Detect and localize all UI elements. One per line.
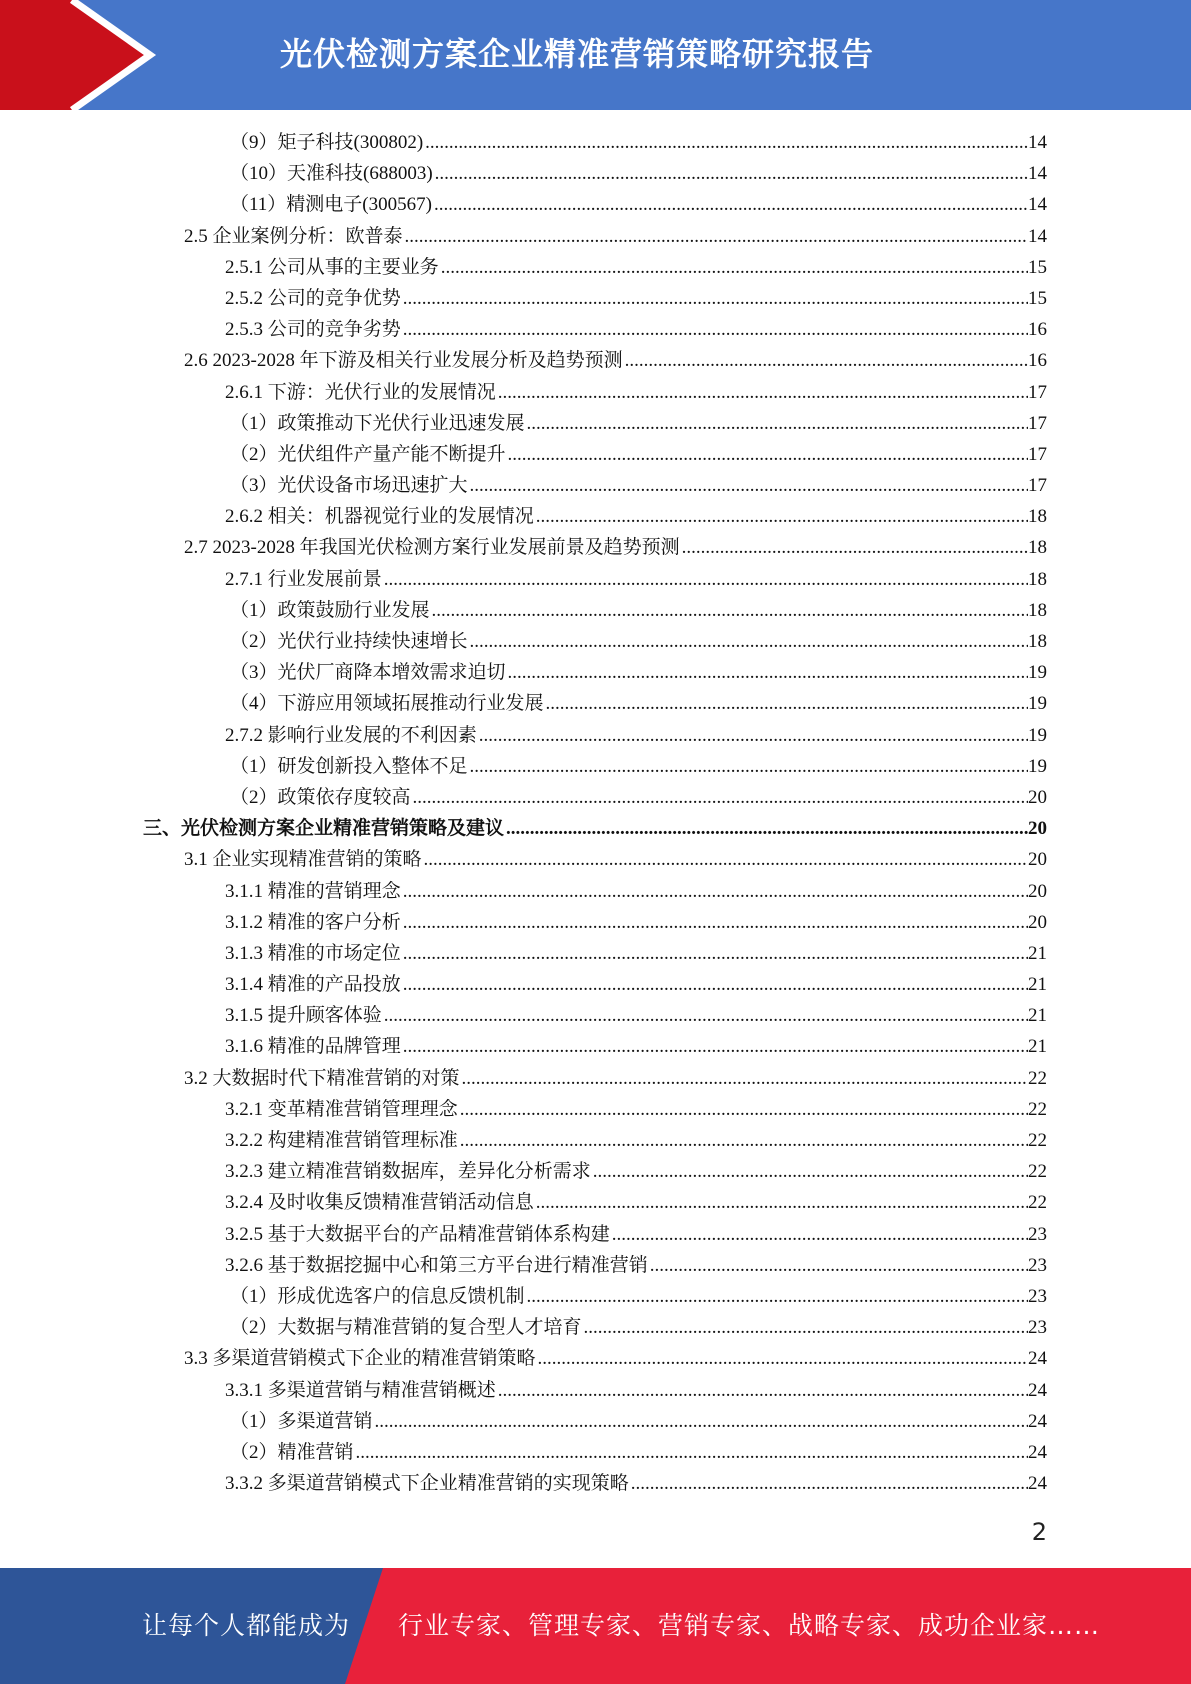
toc-dot-leader (534, 501, 1028, 532)
toc-entry-page: 17 (1028, 381, 1047, 403)
toc-entry-title: （2）光伏行业持续快速增长 (230, 631, 468, 652)
toc-entry-title: 2.6.2 相关：机器视觉行业的发展情况 (225, 506, 534, 528)
toc-entry-page: 14 (1028, 163, 1047, 185)
toc-entry[interactable] (0, 1187, 1047, 1218)
toc-entry-title: 3.1.3 精准的市场定位 (225, 942, 401, 964)
toc-entry-page: 17 (1028, 443, 1047, 465)
toc-entry[interactable] (0, 720, 1047, 751)
toc-entry-title: 3.1.2 精准的客户分析 (225, 911, 401, 933)
toc-dot-leader (422, 844, 1028, 875)
toc-entry[interactable] (0, 1250, 1047, 1281)
toc-dot-leader (544, 688, 1028, 719)
toc-entry-page: 23 (1028, 1254, 1047, 1276)
toc-entry[interactable] (0, 252, 1047, 283)
toc-dot-leader (477, 720, 1028, 751)
toc-entry-page: 22 (1028, 1130, 1047, 1151)
toc-dot-leader (430, 595, 1028, 626)
toc-entry-title: （2）大数据与精准营销的复合型人才培育 (230, 1317, 582, 1339)
toc-entry[interactable] (0, 408, 1047, 439)
toc-dot-leader (629, 1468, 1028, 1499)
toc-entry[interactable] (0, 1406, 1047, 1437)
report-title: 光伏检测方案企业精准营销策略研究报告 (280, 35, 875, 73)
toc-entry-title: 3.1.6 精准的品牌管理 (225, 1036, 401, 1058)
toc-entry[interactable] (0, 1063, 1047, 1094)
toc-dot-leader (525, 408, 1028, 439)
toc-entry-page: 23 (1028, 1223, 1047, 1245)
toc-entry[interactable] (0, 377, 1047, 408)
toc-entry-title: （1）多渠道营销 (230, 1410, 373, 1432)
toc-entry[interactable] (0, 1375, 1047, 1406)
toc-entry[interactable] (0, 221, 1047, 252)
toc-entry[interactable] (0, 158, 1047, 189)
toc-entry[interactable] (0, 782, 1047, 813)
toc-entry-page: 20 (1028, 849, 1047, 871)
toc-entry-title: 3.1.5 提升顾客体验 (225, 1005, 382, 1027)
toc-entry[interactable] (0, 688, 1047, 719)
toc-entry-page: 21 (1028, 974, 1047, 996)
toc-entry-page: 24 (1028, 1410, 1047, 1432)
toc-entry[interactable] (0, 1000, 1047, 1031)
toc-entry-page: 23 (1028, 1317, 1047, 1339)
toc-entry-page: 22 (1028, 1067, 1047, 1089)
toc-entry-title: （3）光伏设备市场迅速扩大 (230, 475, 468, 497)
toc-entry[interactable] (0, 1094, 1047, 1125)
toc-entry-page: 18 (1028, 599, 1047, 621)
toc-entry-title: 3.3 多渠道营销模式下企业的精准营销策略 (184, 1348, 536, 1370)
toc-dot-leader (401, 283, 1028, 314)
toc-entry-page: 20 (1028, 818, 1047, 840)
toc-entry-title: 3.2.6 基于数据挖掘中心和第三方平台进行精准营销 (225, 1254, 648, 1276)
toc-dot-leader (506, 657, 1028, 688)
toc-entry-title: 3.2.4 及时收集反馈精准营销活动信息 (225, 1192, 534, 1214)
toc-entry-title: 3.2.5 基于大数据平台的产品精准营销体系构建 (225, 1223, 610, 1245)
toc-entry-page: 20 (1028, 880, 1047, 902)
toc-entry-page: 24 (1028, 1379, 1047, 1401)
toc-entry-page: 24 (1028, 1441, 1047, 1463)
toc-entry-page: 19 (1028, 693, 1047, 715)
toc-entry[interactable] (0, 189, 1047, 220)
toc-entry-title: 3.2.1 变革精准营销管理理念 (225, 1098, 458, 1120)
toc-entry-page: 24 (1028, 1473, 1047, 1495)
toc-entry[interactable] (0, 127, 1047, 158)
toc-dot-leader (439, 252, 1028, 283)
toc-entry-title: （2）政策依存度较高 (230, 786, 411, 808)
toc-entry-title: 2.7 2023-2028 年我国光伏检测方案行业发展前景及趋势预测 (184, 537, 680, 559)
toc-entry[interactable] (0, 314, 1047, 345)
toc-entry[interactable] (0, 1468, 1047, 1499)
toc-dot-leader (382, 1000, 1028, 1031)
page-number: 2 (1031, 1518, 1047, 1546)
toc-dot-leader (610, 1219, 1028, 1250)
toc-entry-title: （1）政策鼓励行业发展 (230, 599, 430, 621)
toc-entry-page: 14 (1028, 194, 1047, 216)
toc-entry-title: （10）天准科技(688003) (230, 163, 433, 185)
toc-entry-title: 2.6 2023-2028 年下游及相关行业发展分析及趋势预测 (184, 350, 623, 372)
toc-entry-title: （11）精测电子(300567) (230, 194, 432, 216)
toc-entry[interactable] (0, 564, 1047, 595)
toc-entry[interactable] (0, 657, 1047, 688)
toc-dot-leader (460, 1063, 1028, 1094)
toc-entry-page: 22 (1028, 1098, 1047, 1120)
toc-dot-leader (411, 782, 1028, 813)
toc-entry-page: 19 (1028, 724, 1047, 746)
toc-entry-title: 2.5.1 公司从事的主要业务 (225, 256, 439, 278)
toc-dot-leader (458, 1094, 1028, 1125)
toc-entry-title: （3）光伏厂商降本增效需求迫切 (230, 662, 506, 684)
toc-dot-leader (504, 813, 1028, 844)
toc-entry-title: 三、光伏检测方案企业精准营销策略及建议 (143, 818, 505, 840)
toc-entry-page: 20 (1028, 786, 1047, 808)
toc-dot-leader (401, 314, 1028, 345)
toc-entry-title: 3.3.1 多渠道营销与精准营销概述 (225, 1379, 496, 1401)
toc-dot-leader (401, 969, 1028, 1000)
toc-dot-leader (582, 1312, 1028, 1343)
toc-entry[interactable] (0, 1125, 1047, 1156)
toc-entry[interactable] (0, 938, 1047, 969)
toc-entry[interactable] (0, 813, 1047, 844)
toc-entry-title: 3.1.1 精准的营销理念 (225, 880, 401, 902)
toc-entry-title: 2.6.1 下游：光伏行业的发展情况 (225, 381, 496, 403)
page-footer (0, 1568, 1191, 1684)
toc-entry-title: 3.2.3 建立精准营销数据库，差异化分析需求 (225, 1161, 591, 1183)
toc-entry[interactable] (0, 283, 1047, 314)
toc-entry-title: 2.7.1 行业发展前景 (225, 568, 382, 590)
toc-entry-title: 3.1.4 精准的产品投放 (225, 974, 401, 996)
toc-entry[interactable] (0, 439, 1047, 470)
toc-dot-leader (468, 626, 1028, 657)
toc-dot-leader (496, 1375, 1028, 1406)
toc-dot-leader (468, 751, 1028, 782)
toc-entry-page: 20 (1028, 911, 1047, 933)
table-of-contents (0, 127, 1191, 1499)
toc-entry-page: 21 (1028, 942, 1047, 964)
toc-entry[interactable] (0, 532, 1047, 563)
toc-dot-leader (382, 564, 1028, 595)
toc-dot-leader (432, 189, 1028, 220)
toc-dot-leader (506, 439, 1028, 470)
toc-entry-title: （2）精准营销 (230, 1441, 354, 1463)
toc-entry-page: 15 (1028, 287, 1047, 309)
toc-entry[interactable] (0, 345, 1047, 376)
toc-entry[interactable] (0, 876, 1047, 907)
toc-dot-leader (591, 1156, 1028, 1187)
toc-dot-leader (401, 938, 1028, 969)
toc-entry-page: 18 (1028, 568, 1047, 590)
toc-entry[interactable] (0, 969, 1047, 1000)
footer-slogan-right: 行业专家、管理专家、营销专家、战略专家、成功企业家…… (398, 1611, 1101, 1640)
toc-entry-title: 2.5.3 公司的竞争劣势 (225, 319, 401, 341)
toc-entry[interactable] (0, 751, 1047, 782)
toc-entry[interactable] (0, 626, 1047, 657)
toc-entry[interactable] (0, 1343, 1047, 1374)
toc-entry[interactable] (0, 1031, 1047, 1062)
toc-entry[interactable] (0, 595, 1047, 626)
toc-entry-page: 22 (1028, 1192, 1047, 1214)
toc-dot-leader (401, 907, 1028, 938)
toc-entry-page: 21 (1028, 1036, 1047, 1058)
toc-entry-title: 3.3.2 多渠道营销模式下企业精准营销的实现策略 (225, 1473, 629, 1495)
toc-entry[interactable] (0, 1437, 1047, 1468)
toc-entry-page: 21 (1028, 1005, 1047, 1027)
toc-entry-page: 22 (1028, 1161, 1047, 1183)
toc-entry-page: 16 (1028, 350, 1047, 372)
toc-entry-title: （2）光伏组件产量产能不断提升 (230, 443, 506, 465)
toc-entry-page: 17 (1028, 475, 1047, 497)
toc-entry-page: 16 (1028, 319, 1047, 341)
toc-entry-title: （9）矩子科技(300802) (230, 132, 424, 153)
toc-entry-page: 15 (1028, 256, 1047, 278)
toc-dot-leader (354, 1437, 1028, 1468)
toc-dot-leader (423, 127, 1028, 158)
toc-dot-leader (525, 1281, 1028, 1312)
toc-entry-title: （1）形成优选客户的信息反馈机制 (230, 1285, 525, 1307)
toc-entry-title: 3.2.2 构建精准营销管理标准 (225, 1130, 458, 1151)
toc-dot-leader (468, 470, 1028, 501)
toc-entry-title: 2.5 企业案例分析：欧普泰 (184, 225, 403, 247)
toc-entry-title: 3.2 大数据时代下精准营销的对策 (184, 1067, 460, 1089)
toc-entry[interactable] (0, 1312, 1047, 1343)
toc-entry-page: 19 (1028, 662, 1047, 684)
toc-dot-leader (433, 158, 1028, 189)
footer-slogan-left: 让每个人都能成为 (142, 1611, 351, 1640)
toc-entry-page: 17 (1028, 412, 1047, 434)
toc-dot-leader (496, 377, 1028, 408)
toc-entry[interactable] (0, 470, 1047, 501)
toc-entry-title: （4）下游应用领域拓展推动行业发展 (230, 693, 544, 715)
toc-dot-leader (680, 532, 1028, 563)
toc-dot-leader (373, 1406, 1028, 1437)
toc-dot-leader (534, 1187, 1028, 1218)
toc-entry-page: 14 (1028, 132, 1047, 153)
toc-dot-leader (623, 345, 1028, 376)
toc-entry[interactable] (0, 1156, 1047, 1187)
page-header (0, 0, 1191, 110)
toc-dot-leader (401, 876, 1028, 907)
toc-entry-page: 18 (1028, 631, 1047, 652)
toc-entry[interactable] (0, 1219, 1047, 1250)
toc-entry-title: （1）研发创新投入整体不足 (230, 755, 468, 777)
toc-entry-title: 3.1 企业实现精准营销的策略 (184, 849, 422, 871)
toc-entry-page: 19 (1028, 755, 1047, 777)
toc-dot-leader (403, 221, 1028, 252)
toc-entry[interactable] (0, 844, 1047, 875)
header-arrow-decoration (0, 0, 160, 110)
toc-entry-page: 18 (1028, 506, 1047, 528)
toc-dot-leader (401, 1031, 1028, 1062)
toc-entry-title: 2.5.2 公司的竞争优势 (225, 287, 401, 309)
toc-entry-page: 24 (1028, 1348, 1047, 1370)
toc-dot-leader (536, 1343, 1028, 1374)
toc-dot-leader (648, 1250, 1028, 1281)
toc-entry-title: （1）政策推动下光伏行业迅速发展 (230, 412, 525, 434)
toc-entry-page: 14 (1028, 225, 1047, 247)
toc-entry[interactable] (0, 501, 1047, 532)
toc-entry-page: 23 (1028, 1285, 1047, 1307)
toc-entry-page: 18 (1028, 537, 1047, 559)
toc-dot-leader (458, 1125, 1028, 1156)
toc-entry[interactable] (0, 1281, 1047, 1312)
toc-entry[interactable] (0, 907, 1047, 938)
toc-entry-title: 2.7.2 影响行业发展的不利因素 (225, 724, 477, 746)
